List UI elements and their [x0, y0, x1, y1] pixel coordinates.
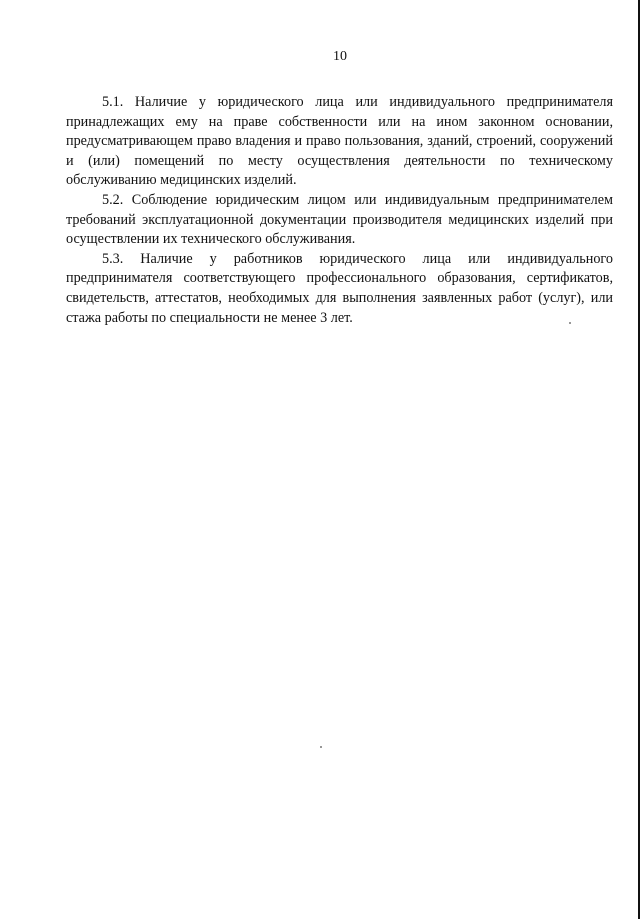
scan-speck	[320, 746, 322, 748]
paragraph-5-1: 5.1. Наличие у юридического лица или индивидуального предпринимателя принадлежащих ему на праве собственности или на ином законном основании, предусматривающем право владения и право пользования, зданий, строений, сооружений и (или) помещений по месту осуществления деятельности по техническому обслуживанию медицинских изделий.	[66, 94, 613, 189]
document-body	[66, 93, 613, 328]
page-number: 10	[333, 49, 347, 64]
paragraph-5-2: 5.2. Соблюдение юридическим лицом или индивидуальным предпринимателем требований эксплуатационной документации производителя медицинских изделий при осуществлении их технического обслуживания.	[66, 191, 613, 248]
scan-speck	[569, 322, 571, 324]
paragraph-5-3: 5.3. Наличие у работников юридического лица или индивидуального предпринимателя соответствующего профессионального образования, сертификатов, свидетельств, аттестатов, необходимых для выполнения заявленных работ (услуг), или стажа работы по специальности не менее 3 лет.	[66, 250, 613, 326]
